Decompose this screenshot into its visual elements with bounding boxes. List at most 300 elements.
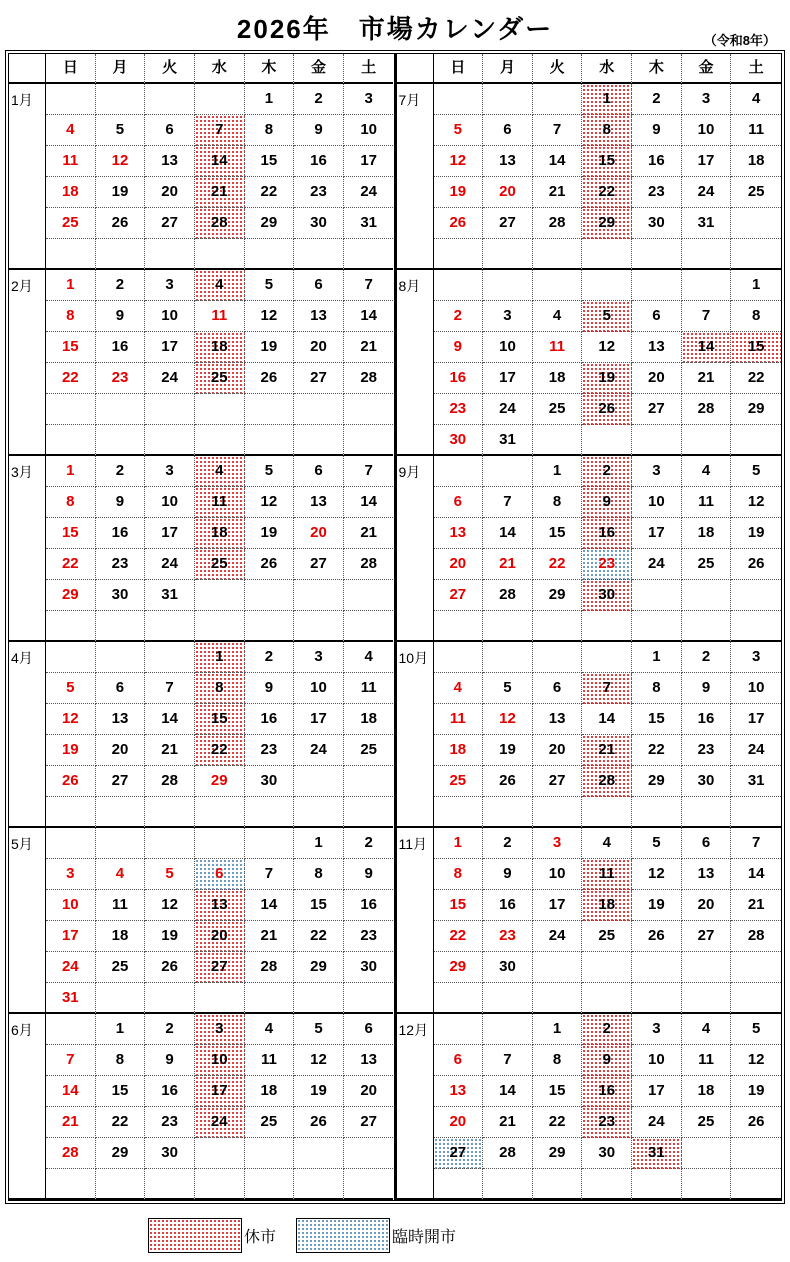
day-cell: 22: [582, 177, 632, 208]
day-cell: 17: [731, 704, 781, 735]
empty-cell: [632, 270, 682, 301]
legend-special-open-swatch: [296, 1218, 390, 1253]
day-cell: 7: [483, 487, 533, 518]
day-cell: 29: [533, 580, 583, 611]
day-cell: 26: [96, 208, 146, 239]
day-cell: 15: [245, 146, 295, 177]
empty-cell: [195, 84, 245, 115]
day-cell: 1: [46, 270, 96, 301]
empty-cell: [731, 1138, 781, 1169]
day-cell: 12: [245, 487, 295, 518]
empty-cell: [434, 456, 484, 487]
empty-cell: [582, 1169, 632, 1200]
day-cell: 30: [96, 580, 146, 611]
empty-cell: [632, 797, 682, 828]
day-cell: 13: [294, 301, 344, 332]
day-cell: 27: [145, 208, 195, 239]
day-cell: 25: [344, 735, 394, 766]
day-cell: 10: [344, 115, 394, 146]
day-cell: 16: [582, 1076, 632, 1107]
day-cell: 26: [582, 394, 632, 425]
day-cell: 24: [483, 394, 533, 425]
empty-cell: [533, 270, 583, 301]
day-cell: 17: [46, 921, 96, 952]
day-cell: 28: [483, 1138, 533, 1169]
day-cell: 4: [344, 642, 394, 673]
day-cell: 10: [145, 487, 195, 518]
legend-special-open-label: 臨時開市: [392, 1229, 457, 1246]
day-cell: 12: [245, 301, 295, 332]
day-cell: 18: [195, 518, 245, 549]
day-cell: 13: [96, 704, 146, 735]
empty-cell: [195, 983, 245, 1014]
empty-cell: [632, 239, 682, 270]
day-cell: 17: [195, 1076, 245, 1107]
day-cell: 18: [46, 177, 96, 208]
day-cell: 28: [483, 580, 533, 611]
day-cell: 15: [533, 518, 583, 549]
day-cell: 8: [96, 1045, 146, 1076]
day-cell: 1: [731, 270, 781, 301]
day-cell: 18: [731, 146, 781, 177]
day-cell: 22: [46, 549, 96, 580]
day-cell: 22: [731, 363, 781, 394]
day-cell: 21: [533, 177, 583, 208]
day-cell: 1: [245, 84, 295, 115]
day-cell: 15: [294, 890, 344, 921]
day-cell: 3: [731, 642, 781, 673]
day-cell: 25: [682, 549, 732, 580]
empty-cell: [46, 394, 96, 425]
day-cell: 19: [434, 177, 484, 208]
day-cell: 14: [682, 332, 732, 363]
day-cell: 6: [632, 301, 682, 332]
day-cell: 3: [483, 301, 533, 332]
day-header-2: 火: [145, 54, 195, 84]
empty-cell: [434, 983, 484, 1014]
empty-cell: [245, 983, 295, 1014]
empty-cell: [434, 84, 484, 115]
empty-cell: [46, 239, 96, 270]
day-cell: 3: [145, 456, 195, 487]
legend-closed-market-swatch: [148, 1218, 242, 1253]
day-cell: 30: [344, 952, 394, 983]
day-cell: 28: [195, 208, 245, 239]
day-cell: 14: [344, 301, 394, 332]
day-cell: 6: [434, 487, 484, 518]
day-cell: 3: [46, 859, 96, 890]
day-cell: 13: [632, 332, 682, 363]
day-cell: 29: [294, 952, 344, 983]
empty-cell: [46, 797, 96, 828]
day-cell: 23: [294, 177, 344, 208]
empty-cell: [145, 84, 195, 115]
day-cell: 30: [245, 766, 295, 797]
legend-closed-market-label: 休市: [244, 1229, 277, 1246]
day-cell: 8: [46, 301, 96, 332]
day-cell: 26: [46, 766, 96, 797]
day-cell: 24: [145, 549, 195, 580]
day-cell: 13: [483, 146, 533, 177]
day-cell: 20: [294, 518, 344, 549]
day-cell: 21: [682, 363, 732, 394]
day-cell: 20: [434, 549, 484, 580]
empty-cell: [731, 611, 781, 642]
day-cell: 15: [46, 332, 96, 363]
day-cell: 10: [195, 1045, 245, 1076]
day-cell: 30: [145, 1138, 195, 1169]
page-title: 2026年 市場カレンダー: [236, 14, 554, 44]
day-cell: 16: [434, 363, 484, 394]
empty-cell: [483, 239, 533, 270]
day-cell: 13: [533, 704, 583, 735]
day-cell: 11: [533, 332, 583, 363]
empty-cell: [731, 208, 781, 239]
day-cell: 9: [245, 673, 295, 704]
day-cell: 24: [294, 735, 344, 766]
day-cell: 27: [682, 921, 732, 952]
era-label: （令和8年）: [703, 33, 776, 48]
empty-cell: [731, 580, 781, 611]
day-cell: 19: [245, 518, 295, 549]
empty-cell: [145, 425, 195, 456]
day-cell: 7: [245, 859, 295, 890]
day-cell: 15: [195, 704, 245, 735]
empty-cell: [533, 84, 583, 115]
empty-cell: [195, 611, 245, 642]
day-cell: 5: [245, 270, 295, 301]
day-cell: 10: [483, 332, 533, 363]
empty-cell: [483, 456, 533, 487]
day-cell: 2: [294, 84, 344, 115]
day-cell: 22: [46, 363, 96, 394]
day-cell: 22: [434, 921, 484, 952]
empty-cell: [145, 642, 195, 673]
empty-cell: [46, 84, 96, 115]
day-cell: 6: [294, 270, 344, 301]
month-label: 1月: [9, 84, 46, 270]
day-cell: 26: [294, 1107, 344, 1138]
day-cell: 28: [582, 766, 632, 797]
empty-cell: [195, 394, 245, 425]
day-cell: 12: [731, 1045, 781, 1076]
day-cell: 19: [145, 921, 195, 952]
day-cell: 12: [46, 704, 96, 735]
empty-cell: [533, 952, 583, 983]
day-cell: 24: [195, 1107, 245, 1138]
day-cell: 14: [582, 704, 632, 735]
day-cell: 2: [632, 84, 682, 115]
day-cell: 23: [483, 921, 533, 952]
day-cell: 5: [731, 456, 781, 487]
day-cell: 16: [245, 704, 295, 735]
day-cell: 7: [344, 270, 394, 301]
empty-cell: [195, 797, 245, 828]
day-cell: 29: [731, 394, 781, 425]
empty-cell: [731, 952, 781, 983]
day-cell: 29: [533, 1138, 583, 1169]
empty-cell: [533, 611, 583, 642]
day-cell: 8: [46, 487, 96, 518]
day-cell: 3: [195, 1014, 245, 1045]
day-cell: 22: [96, 1107, 146, 1138]
day-cell: 16: [582, 518, 632, 549]
day-cell: 12: [483, 704, 533, 735]
day-cell: 29: [434, 952, 484, 983]
empty-cell: [434, 239, 484, 270]
day-cell: 1: [96, 1014, 146, 1045]
day-cell: 28: [731, 921, 781, 952]
day-cell: 21: [731, 890, 781, 921]
day-cell: 23: [145, 1107, 195, 1138]
day-header-6: 土: [731, 54, 781, 84]
day-cell: 25: [245, 1107, 295, 1138]
day-cell: 6: [195, 859, 245, 890]
day-cell: 28: [682, 394, 732, 425]
empty-cell: [582, 797, 632, 828]
month-label: 8月: [397, 270, 434, 456]
day-cell: 16: [632, 146, 682, 177]
empty-cell: [582, 611, 632, 642]
day-cell: 24: [632, 549, 682, 580]
empty-cell: [682, 270, 732, 301]
day-cell: 23: [582, 1107, 632, 1138]
day-cell: 10: [632, 1045, 682, 1076]
day-cell: 15: [582, 146, 632, 177]
empty-cell: [582, 239, 632, 270]
day-cell: 6: [434, 1045, 484, 1076]
empty-cell: [632, 611, 682, 642]
day-cell: 17: [344, 146, 394, 177]
empty-cell: [195, 828, 245, 859]
day-cell: 26: [731, 1107, 781, 1138]
day-header-3: 水: [582, 54, 632, 84]
day-cell: 15: [96, 1076, 146, 1107]
day-cell: 3: [294, 642, 344, 673]
empty-cell: [483, 611, 533, 642]
day-cell: 17: [632, 518, 682, 549]
day-cell: 13: [434, 518, 484, 549]
empty-cell: [731, 425, 781, 456]
day-cell: 11: [46, 146, 96, 177]
day-cell: 18: [582, 890, 632, 921]
day-cell: 26: [245, 363, 295, 394]
empty-cell: [533, 642, 583, 673]
day-cell: 12: [434, 146, 484, 177]
day-cell: 30: [582, 1138, 632, 1169]
day-header-0: 日: [46, 54, 96, 84]
empty-cell: [682, 983, 732, 1014]
day-cell: 26: [731, 549, 781, 580]
day-cell: 30: [483, 952, 533, 983]
month-label: 5月: [9, 828, 46, 1014]
empty-cell: [682, 425, 732, 456]
page-header: [0, 0, 790, 50]
empty-cell: [434, 270, 484, 301]
day-cell: 19: [632, 890, 682, 921]
day-cell: 27: [195, 952, 245, 983]
day-cell: 21: [483, 549, 533, 580]
empty-cell: [682, 1138, 732, 1169]
empty-cell: [96, 239, 146, 270]
day-cell: 30: [434, 425, 484, 456]
empty-cell: [632, 952, 682, 983]
empty-cell: [731, 239, 781, 270]
day-header-0: 日: [434, 54, 484, 84]
day-cell: 3: [682, 84, 732, 115]
day-cell: 14: [195, 146, 245, 177]
day-cell: 14: [46, 1076, 96, 1107]
empty-cell: [145, 828, 195, 859]
empty-cell: [245, 1138, 295, 1169]
day-cell: 7: [344, 456, 394, 487]
day-cell: 11: [195, 487, 245, 518]
empty-cell: [434, 1014, 484, 1045]
day-cell: 30: [632, 208, 682, 239]
empty-cell: [731, 1169, 781, 1200]
day-cell: 31: [344, 208, 394, 239]
day-cell: 20: [344, 1076, 394, 1107]
day-cell: 13: [294, 487, 344, 518]
month-label: 12月: [397, 1014, 434, 1200]
day-cell: 21: [582, 735, 632, 766]
day-cell: 19: [46, 735, 96, 766]
day-cell: 15: [46, 518, 96, 549]
day-cell: 17: [145, 332, 195, 363]
day-cell: 19: [582, 363, 632, 394]
day-cell: 29: [46, 580, 96, 611]
day-cell: 29: [96, 1138, 146, 1169]
day-cell: 31: [632, 1138, 682, 1169]
empty-cell: [483, 270, 533, 301]
empty-cell: [46, 1169, 96, 1200]
day-cell: 4: [434, 673, 484, 704]
day-cell: 16: [96, 332, 146, 363]
day-cell: 20: [195, 921, 245, 952]
day-header-5: 金: [294, 54, 344, 84]
day-cell: 26: [632, 921, 682, 952]
day-cell: 25: [46, 208, 96, 239]
day-cell: 8: [294, 859, 344, 890]
day-header-6: 土: [344, 54, 394, 84]
empty-cell: [96, 1169, 146, 1200]
day-header-4: 木: [632, 54, 682, 84]
month-label: 11月: [397, 828, 434, 1014]
day-cell: 23: [434, 394, 484, 425]
day-cell: 3: [632, 456, 682, 487]
day-cell: 21: [145, 735, 195, 766]
day-cell: 25: [195, 363, 245, 394]
day-cell: 9: [344, 859, 394, 890]
day-cell: 26: [434, 208, 484, 239]
empty-cell: [533, 239, 583, 270]
month-label: 6月: [9, 1014, 46, 1200]
day-cell: 23: [96, 549, 146, 580]
day-cell: 17: [483, 363, 533, 394]
day-cell: 23: [344, 921, 394, 952]
day-cell: 2: [96, 456, 146, 487]
day-cell: 25: [434, 766, 484, 797]
empty-cell: [533, 425, 583, 456]
month-label: 3月: [9, 456, 46, 642]
day-cell: 10: [682, 115, 732, 146]
empty-cell: [682, 952, 732, 983]
day-cell: 31: [483, 425, 533, 456]
day-cell: 28: [245, 952, 295, 983]
day-cell: 6: [344, 1014, 394, 1045]
day-cell: 5: [582, 301, 632, 332]
day-cell: 16: [344, 890, 394, 921]
day-cell: 10: [46, 890, 96, 921]
empty-cell: [245, 425, 295, 456]
empty-cell: [96, 983, 146, 1014]
day-cell: 6: [533, 673, 583, 704]
day-cell: 31: [46, 983, 96, 1014]
empty-cell: [245, 580, 295, 611]
day-cell: 6: [682, 828, 732, 859]
day-cell: 5: [96, 115, 146, 146]
empty-cell: [434, 642, 484, 673]
day-cell: 29: [245, 208, 295, 239]
day-cell: 30: [582, 580, 632, 611]
empty-cell: [294, 983, 344, 1014]
day-cell: 14: [483, 1076, 533, 1107]
day-cell: 24: [145, 363, 195, 394]
day-cell: 12: [731, 487, 781, 518]
day-cell: 18: [96, 921, 146, 952]
empty-cell: [731, 983, 781, 1014]
empty-cell: [344, 983, 394, 1014]
day-cell: 19: [96, 177, 146, 208]
day-cell: 10: [731, 673, 781, 704]
day-cell: 23: [682, 735, 732, 766]
day-cell: 10: [632, 487, 682, 518]
day-cell: 22: [533, 549, 583, 580]
day-cell: 23: [632, 177, 682, 208]
empty-cell: [632, 425, 682, 456]
day-cell: 10: [533, 859, 583, 890]
day-cell: 6: [483, 115, 533, 146]
day-cell: 20: [145, 177, 195, 208]
day-cell: 21: [344, 518, 394, 549]
empty-cell: [582, 270, 632, 301]
day-cell: 29: [632, 766, 682, 797]
day-cell: 5: [145, 859, 195, 890]
empty-cell: [96, 611, 146, 642]
day-cell: 17: [533, 890, 583, 921]
day-cell: 1: [582, 84, 632, 115]
empty-cell: [245, 1169, 295, 1200]
day-cell: 27: [483, 208, 533, 239]
empty-cell: [96, 642, 146, 673]
empty-cell: [294, 394, 344, 425]
day-cell: 11: [434, 704, 484, 735]
day-cell: 19: [294, 1076, 344, 1107]
day-cell: 20: [682, 890, 732, 921]
day-cell: 5: [483, 673, 533, 704]
empty-cell: [294, 1138, 344, 1169]
day-cell: 22: [533, 1107, 583, 1138]
day-cell: 9: [483, 859, 533, 890]
day-cell: 1: [632, 642, 682, 673]
empty-cell: [533, 797, 583, 828]
day-cell: 27: [344, 1107, 394, 1138]
day-cell: 4: [195, 270, 245, 301]
empty-cell: [96, 394, 146, 425]
day-cell: 28: [46, 1138, 96, 1169]
day-cell: 13: [145, 146, 195, 177]
month-label: 4月: [9, 642, 46, 828]
